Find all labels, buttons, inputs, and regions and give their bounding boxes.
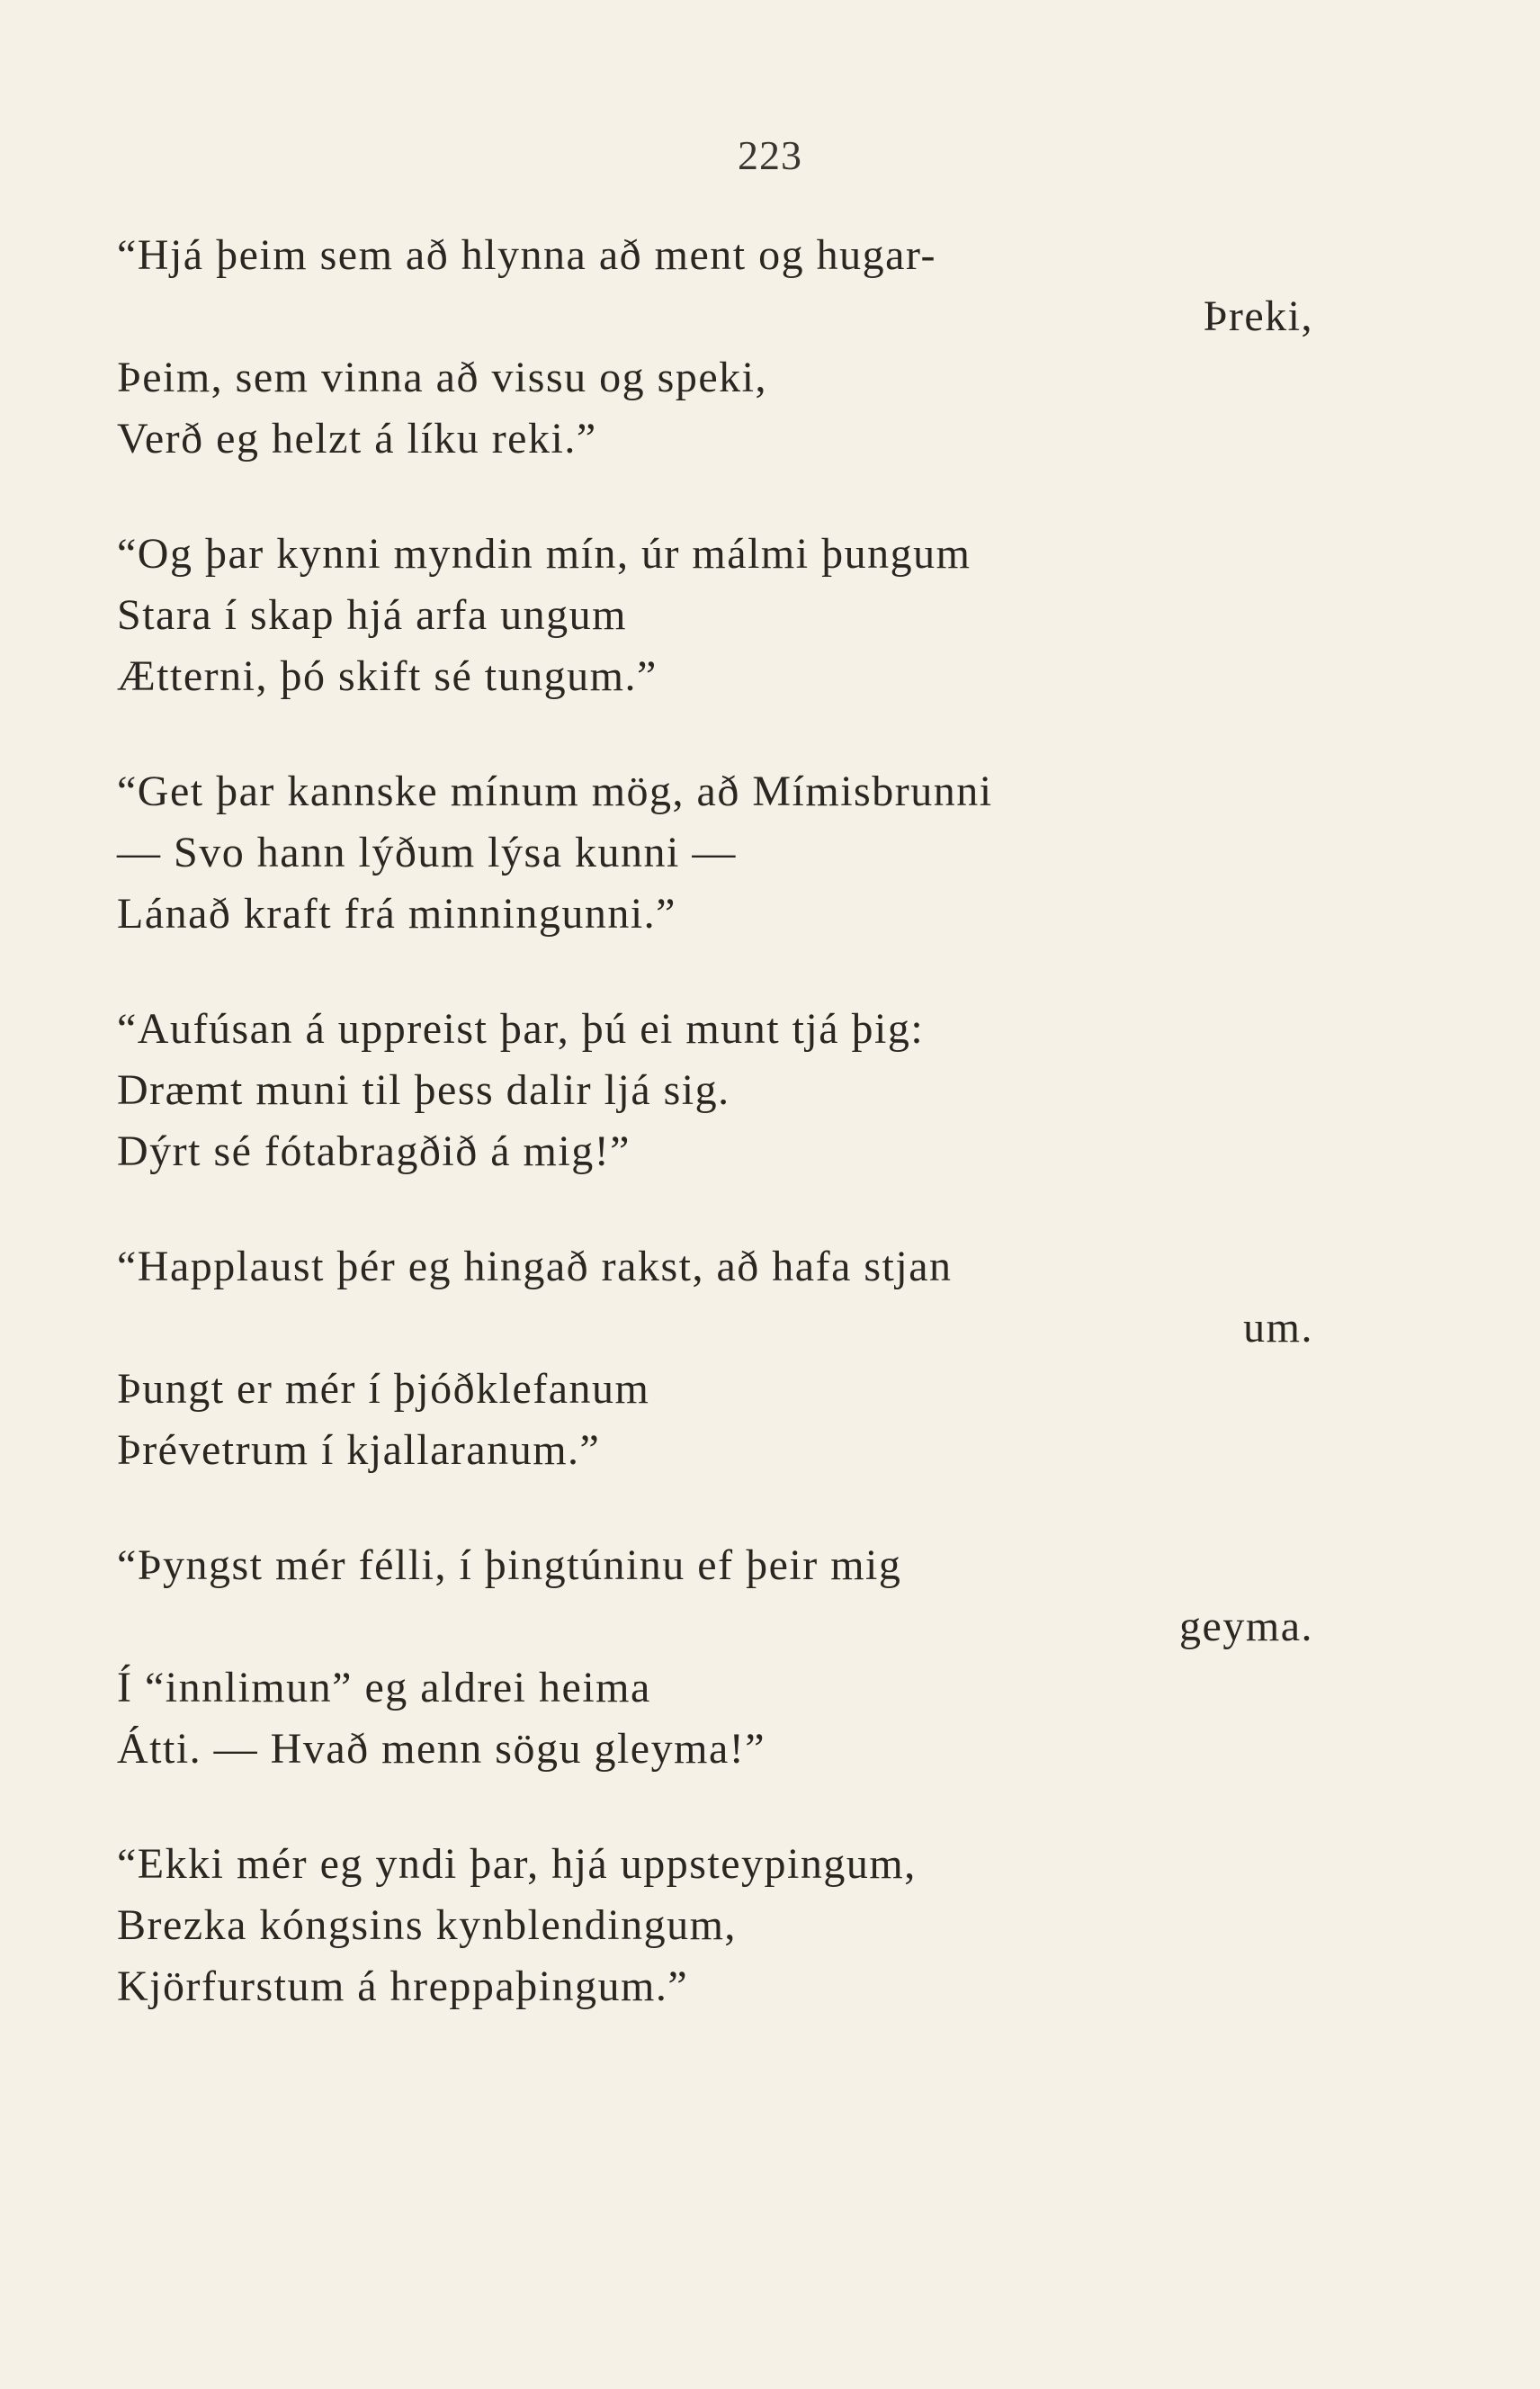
verse-line: Þrévetrum í kjallaranum.”: [117, 1426, 601, 1474]
verse-line: Brezka kóngsins kynblendingum,: [117, 1901, 737, 1949]
verse-line: Dýrt sé fótabragðið á mig!”: [117, 1127, 631, 1175]
verse-line: um.: [1243, 1304, 1313, 1352]
verse-line: Kjörfurstum á hreppaþingum.”: [117, 1962, 689, 2010]
verse-line: “Get þar kannske mínum mög, að Mímisbrunni: [117, 768, 993, 815]
stanza: [117, 524, 1313, 707]
verse-line: Ætterni, þó skift sé tungum.”: [117, 652, 658, 700]
verse-line: “Og þar kynni myndin mín, úr málmi þungum: [117, 530, 971, 578]
verse-line: “Happlaust þér eg hingað rakst, að hafa stjan: [117, 1243, 953, 1290]
stanza: [117, 999, 1313, 1182]
stanza: [117, 1535, 1313, 1780]
verse-line: Verð eg helzt á líku reki.”: [117, 415, 597, 463]
stanza: [117, 225, 1313, 470]
verse-line: Þungt er mér í þjóðklefanum: [117, 1365, 650, 1413]
poem-body: [117, 225, 1313, 2071]
verse-line: “Þyngst mér félli, í þingtúninu ef þeir mig: [117, 1541, 902, 1589]
stanza: [117, 761, 1313, 945]
verse-line: Þreki,: [1203, 292, 1313, 340]
page-number: 223: [738, 132, 802, 178]
verse-line: “Ekki mér eg yndi þar, hjá uppsteypingum,: [117, 1840, 917, 1888]
verse-line: “Aufúsan á uppreist þar, þú ei munt tjá þig:: [117, 1005, 925, 1053]
verse-line: Dræmt muni til þess dalir ljá sig.: [117, 1066, 730, 1114]
verse-line: — Svo hann lýðum lýsa kunni —: [117, 829, 737, 876]
stanza: [117, 1834, 1313, 2017]
verse-line: Átti. — Hvað menn sögu gleyma!”: [117, 1725, 766, 1773]
verse-line: Stara í skap hjá arfa ungum: [117, 591, 627, 639]
stanza: [117, 1236, 1313, 1481]
verse-line: Lánað kraft frá minningunni.”: [117, 890, 676, 938]
verse-line: Þeim, sem vinna að vissu og speki,: [117, 354, 767, 401]
verse-line: “Hjá þeim sem að hlynna að ment og hugar-: [117, 231, 936, 279]
verse-line: Í “innlimun” eg aldrei heima: [117, 1664, 651, 1711]
verse-line: geyma.: [1179, 1603, 1313, 1650]
